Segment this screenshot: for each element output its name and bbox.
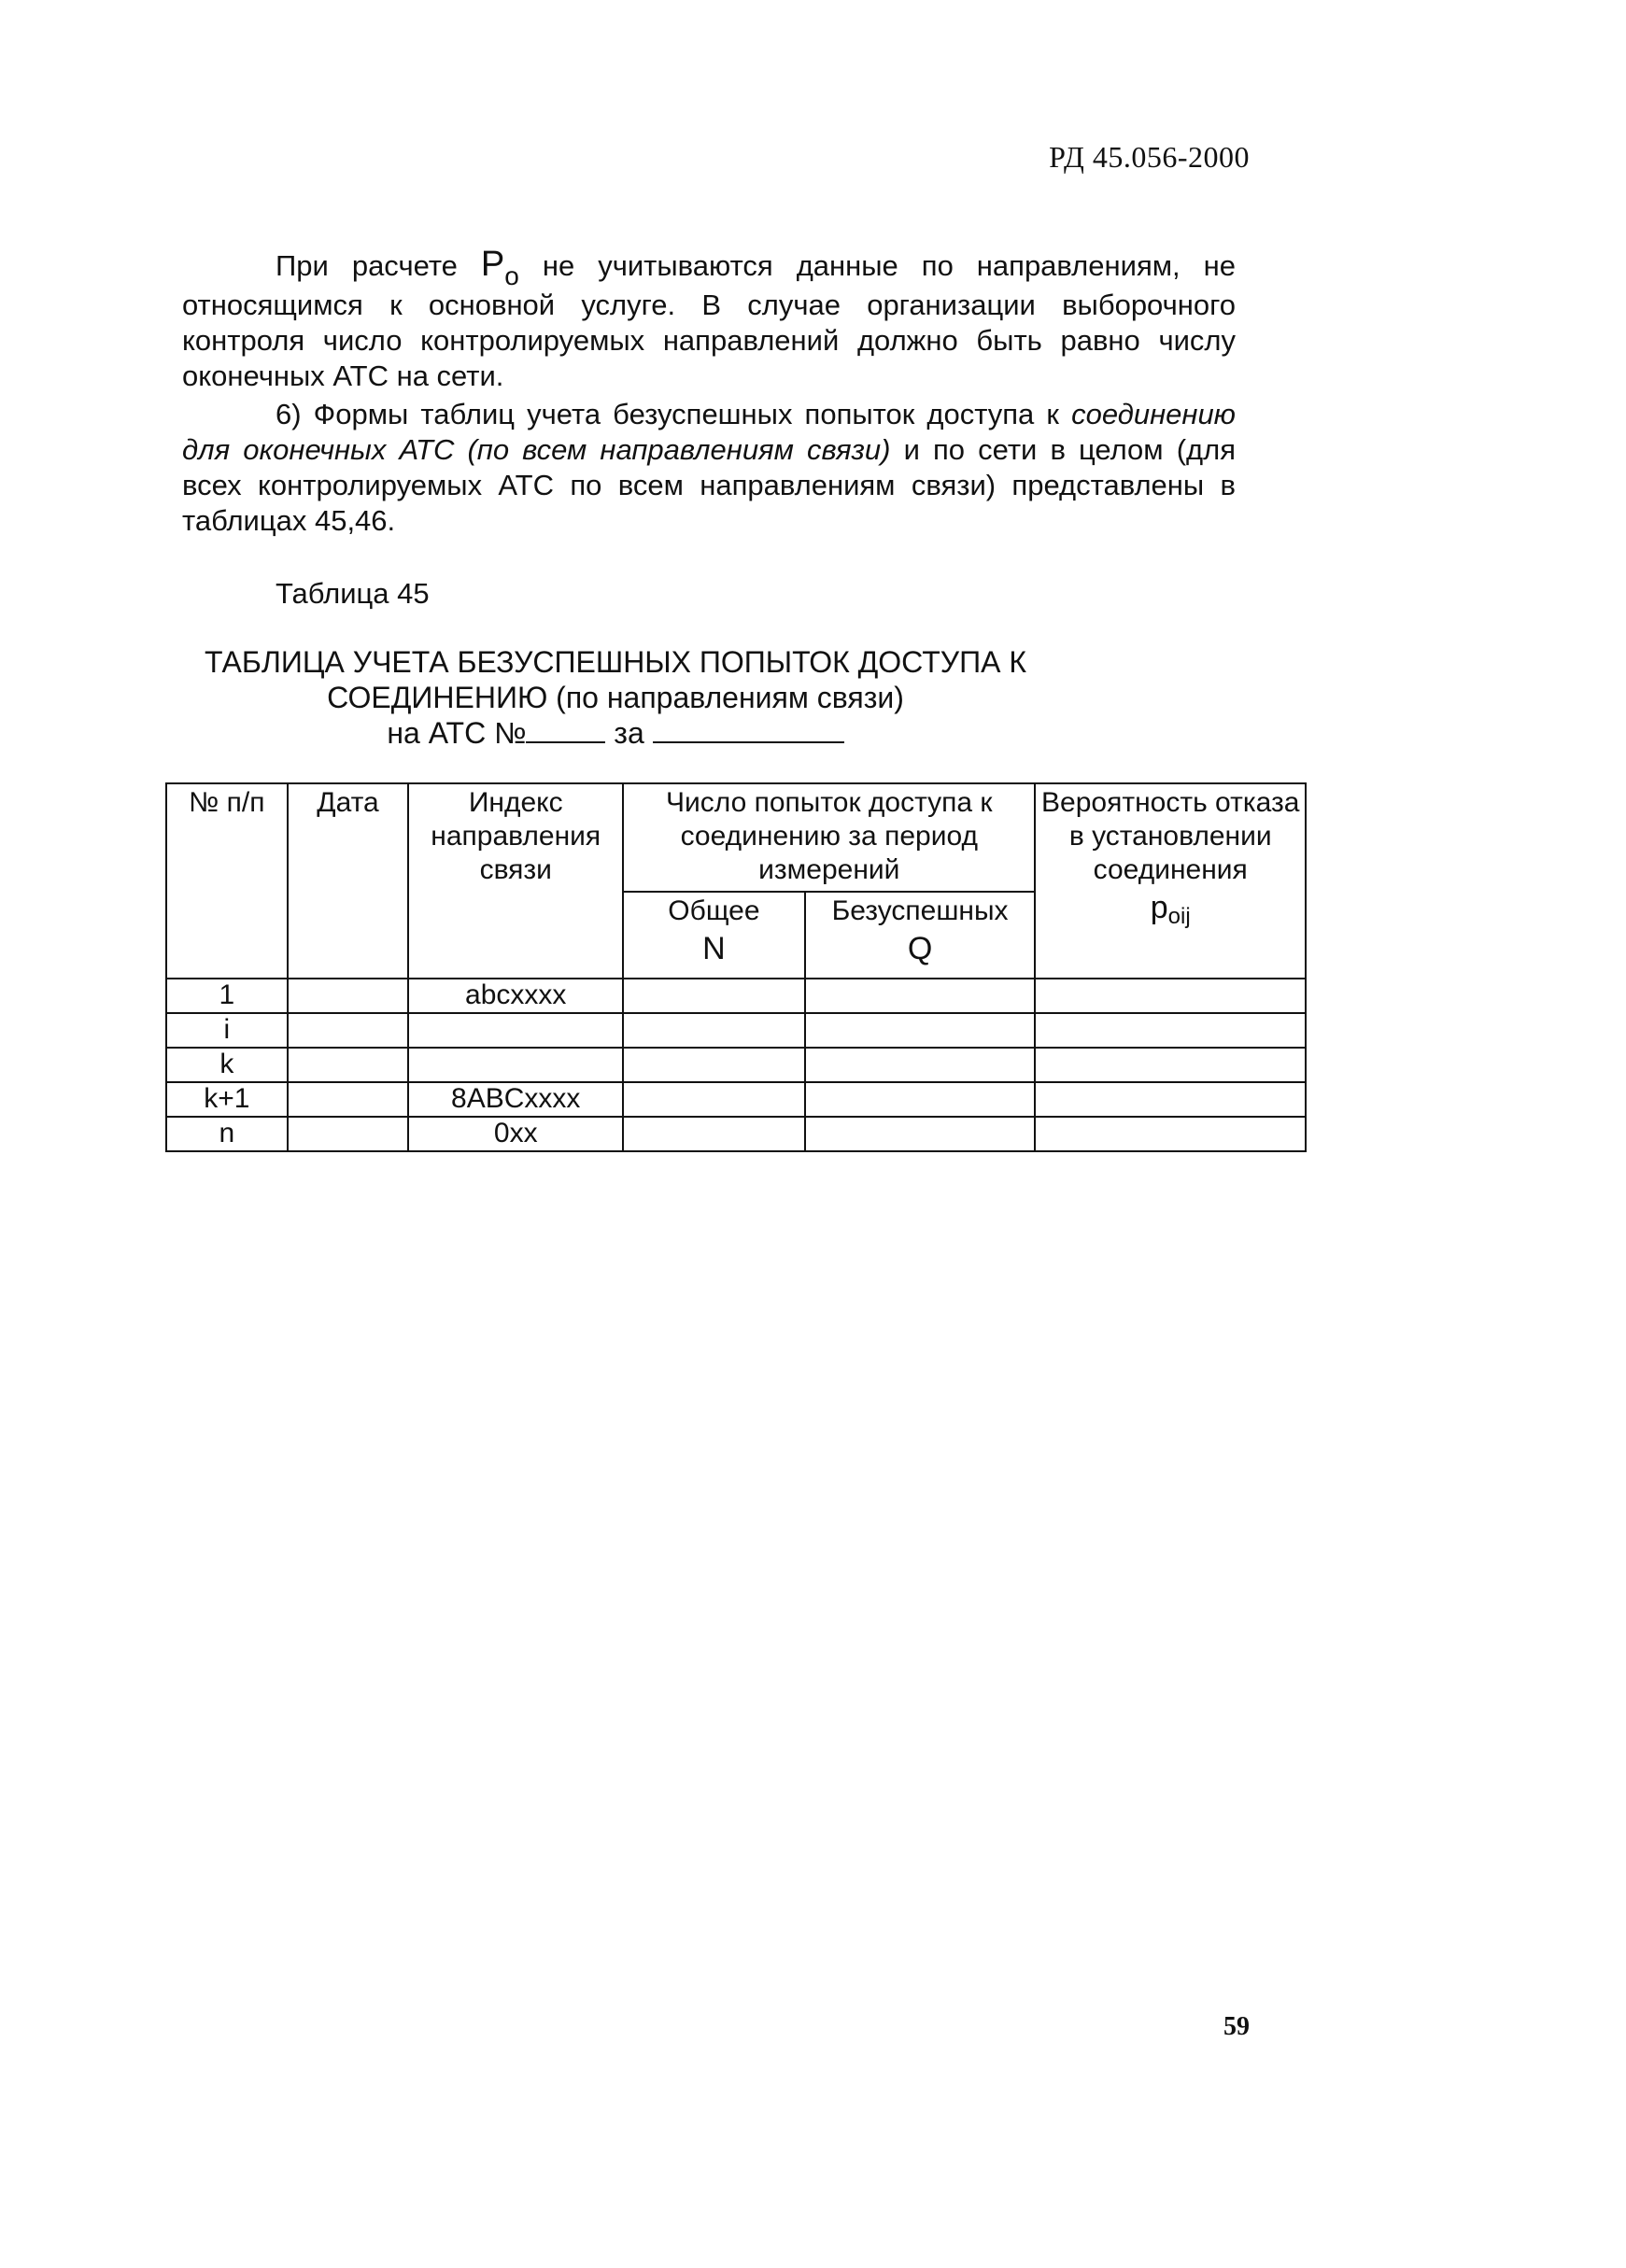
cell-total: [623, 1117, 805, 1151]
cell-index: abcxxxx: [408, 979, 623, 1013]
cell-total: [623, 1082, 805, 1117]
text-after-var: не учитываются данные по направлениям, не: [542, 249, 1237, 282]
cell-probability: [1035, 979, 1306, 1013]
cell-probability: [1035, 1048, 1306, 1082]
header-total: Общее N: [623, 892, 805, 979]
table-title-line1: ТАБЛИЦА УЧЕТА БЕЗУСПЕШНЫХ ПОПЫТОК ДОСТУПА К: [205, 645, 1026, 679]
cell-index: 0xx: [408, 1117, 623, 1151]
text-before-var: При расчете: [276, 249, 458, 282]
cell-num: k+1: [166, 1082, 288, 1117]
cell-failed: [805, 1082, 1036, 1117]
table-title: [89, 644, 1142, 751]
symbol-q: Q: [907, 931, 933, 966]
period-blank[interactable]: [653, 715, 844, 743]
cell-num: k: [166, 1048, 288, 1082]
paragraph2-start: 6) Формы таблиц учета безуспешных попыток доступа к: [276, 398, 1059, 430]
symbol-n: N: [702, 931, 726, 966]
table-row: [166, 1013, 1306, 1048]
attempts-table: [165, 782, 1307, 1152]
cell-failed: [805, 979, 1036, 1013]
cell-total: [623, 1013, 805, 1048]
header-attempts: Число попыток доступа к соединению за период измерений: [623, 783, 1035, 892]
header-probability: Вероятность отказа в установлении соединения $p_{oij}$: [1035, 783, 1306, 979]
table-title-line3: на АТС № за: [89, 715, 1142, 751]
table-row: [166, 1082, 1306, 1117]
table-row: [166, 1048, 1306, 1082]
paragraph-rest: относящимся к основной услуге. В случае организации выборочного контроля число контролируемых направлений должно быть равно числу оконечных АТС на сети.: [182, 289, 1236, 392]
cell-date: [288, 1048, 409, 1082]
cell-probability: [1035, 1013, 1306, 1048]
cell-failed: [805, 1013, 1036, 1048]
cell-index: [408, 1048, 623, 1082]
cell-index: 8ABCxxxx: [408, 1082, 623, 1117]
table-caption: Таблица 45: [276, 577, 430, 610]
cell-probability: [1035, 1117, 1306, 1151]
paragraph2-end: и по сети в целом (для всех контролируемых АТС по всем направлениям связи) представлены в таблицах 45,46.: [182, 433, 1236, 537]
cell-num: n: [166, 1117, 288, 1151]
paragraph-forms: [182, 397, 1236, 539]
cell-date: [288, 979, 409, 1013]
symbol-poij: $p_{oij}$: [1150, 890, 1191, 929]
header-num: № п/п: [166, 783, 288, 979]
cell-index: [408, 1013, 623, 1048]
cell-num: 1: [166, 979, 288, 1013]
cell-date: [288, 1117, 409, 1151]
paragraph-calc-note: [182, 241, 1236, 394]
variable-po: $P_o$: [480, 245, 519, 290]
cell-failed: [805, 1117, 1036, 1151]
header-index: Индекс направления связи: [408, 783, 623, 979]
cell-num: i: [166, 1013, 288, 1048]
cell-probability: [1035, 1082, 1306, 1117]
table-row: [166, 1117, 1306, 1151]
header-failed: Безуспешных Q: [805, 892, 1036, 979]
cell-total: [623, 979, 805, 1013]
header-date: Дата: [288, 783, 409, 979]
document-id: РД 45.056-2000: [1049, 140, 1250, 174]
cell-date: [288, 1082, 409, 1117]
cell-date: [288, 1013, 409, 1048]
page-number: 59: [1223, 2012, 1250, 2041]
cell-failed: [805, 1048, 1036, 1082]
table-row: [166, 979, 1306, 1013]
ats-number-blank[interactable]: [526, 715, 605, 743]
table-title-line2: СОЕДИНЕНИЮ (по направлениям связи): [327, 681, 904, 714]
paragraph-first-line: [182, 241, 1236, 288]
paragraph2-italic: соединению для оконечных АТС (по всем направлениям связи): [182, 398, 1236, 466]
cell-total: [623, 1048, 805, 1082]
